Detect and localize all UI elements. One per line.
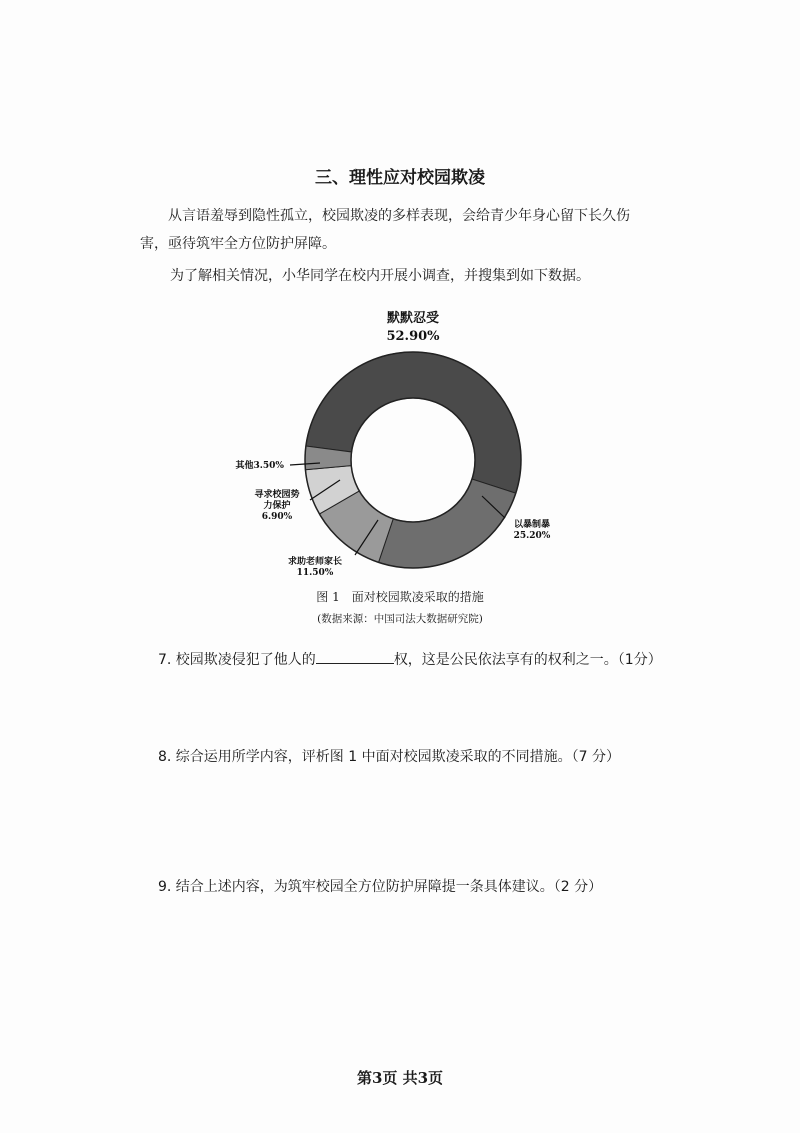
question-8: 8. 综合运用所学内容，评析图 1 中面对校园欺凌采取的不同措施。（7 分） [158, 749, 620, 765]
value-endure: 52.90% [386, 329, 440, 344]
page-footer: 第3页 共3页 [356, 1069, 444, 1087]
answer-blank[interactable] [316, 649, 394, 664]
value-violence: 25.20% [513, 531, 551, 541]
label-other-value: 3.50% [253, 461, 284, 471]
section-title: 三、理性应对校园欺凌 [315, 168, 485, 188]
question-7 [158, 649, 662, 669]
donut-inner-edge [351, 398, 475, 522]
label-campus-2: 力保护 [263, 501, 291, 511]
survey-paragraph: 为了解相关情况，小华同学在校内开展小调查，并搜集到如下数据。 [170, 268, 590, 284]
question-7-suffix: 权，这是公民依法享有的权利之一。（1分） [393, 652, 662, 668]
slice-violence [379, 479, 516, 568]
label-violence: 以暴制暴 [513, 520, 551, 530]
donut-chart [200, 300, 600, 585]
label-other [236, 459, 285, 471]
value-campus: 6.90% [261, 512, 293, 522]
figure-caption: 图 1 面对校园欺凌采取的措施 [316, 590, 484, 604]
question-7-prefix: 7. 校园欺凌侵犯了他人的 [158, 652, 316, 668]
label-endure: 默默忍受 [386, 311, 440, 326]
label-campus-1: 寻求校园势 [254, 490, 300, 500]
label-other-name: 其他 [235, 461, 254, 471]
label-teacher: 求助老师家长 [287, 557, 343, 567]
value-teacher: 11.50% [296, 568, 334, 578]
intro-paragraph: 从言语羞辱到隐性孤立，校园欺凌的多样表现，会给青少年身心留下长久伤害，亟待筑牢全方位防护屏障。 [140, 208, 630, 252]
figure-source: (数据来源：中国司法大数据研究院) [317, 613, 483, 625]
question-9: 9. 结合上述内容，为筑牢校园全方位防护屏障提一条具体建议。（2 分） [158, 879, 603, 895]
